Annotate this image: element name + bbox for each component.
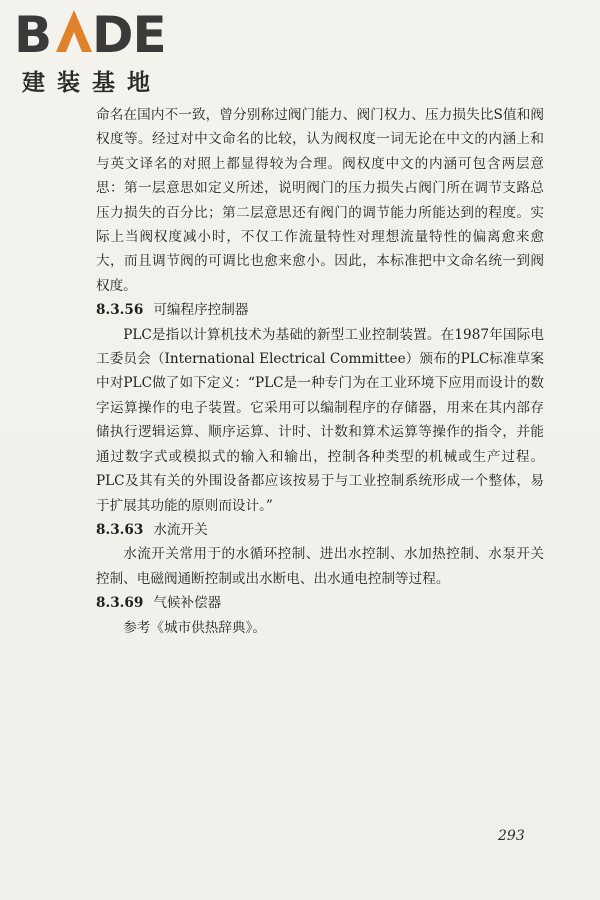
section-number: 8.3.63 <box>96 521 144 538</box>
section-title: 可编程序控制器 <box>153 302 249 319</box>
section-number: 8.3.56 <box>96 302 144 319</box>
svg-text:DE: DE <box>92 6 166 60</box>
bade-logo-mark <box>12 4 182 60</box>
paragraph-plc: PLC是指以计算机技术为基础的新型工业控制装置。在1987年国际电工委员会（International Electrical Committee）颁布的PLC标准草案中对PLC做了如下定义：“PLC是一种专门为在工业环境下应用而设计的数字运算操作的电子装置。它采用可以编制程序的存储器，用来在其内部存储执行逻辑运算、顺序运算、计时、计数和算术运算等操作的指令，并能通过数字式或模拟式的输入和输出，控制各种类型的机械或生产过程。PLC及其有关的外围设备都应该按易于与工业控制系统形成一个整体，易于扩展其功能的原则而设计。” <box>96 326 544 514</box>
bade-logo <box>12 4 182 96</box>
paragraph-valve-authority: 命名在国内不一致，曾分别称过阀门能力、阀门权力、压力损失比S值和阀权度等。经过对中文命名的比较，认为阀权度一词无论在中文的内涵上和与英文译名的对照上都显得较为合理。阀权度中文的内涵可包含两层意思：第一层意思如定义所述，说明阀门的压力损失占阀门所在调节支路总压力损失的百分比；第二层意思还有阀门的调节能力所能达到的程度。实际上当阀权度减小时，不仅工作流量特性对理想流量特性的偏离愈来愈大，而且调节阀的可调比也愈来愈小。因此，本标准把中文命名统一到阀权度。 <box>96 107 544 294</box>
section-heading-flow-switch <box>96 518 544 542</box>
section-number: 8.3.69 <box>96 595 144 612</box>
section-title: 水流开关 <box>153 521 208 538</box>
section-title: 气候补偿器 <box>153 595 222 612</box>
section-heading-plc <box>96 298 544 322</box>
logo-subtitle: 建装基地 <box>22 70 162 96</box>
body-text <box>96 103 544 640</box>
paragraph-reference: 参考《城市供热辞典》。 <box>123 619 266 636</box>
svg-text:B: B <box>14 6 52 60</box>
section-heading-climate-compensator <box>96 591 544 615</box>
page-number: 293 <box>498 828 525 844</box>
paragraph-flow-switch: 水流开关常用于的水循环控制、进出水控制、水加热控制、水泵开关控制、电磁阀通断控制或出水断电、出水通电控制等过程。 <box>96 546 544 587</box>
